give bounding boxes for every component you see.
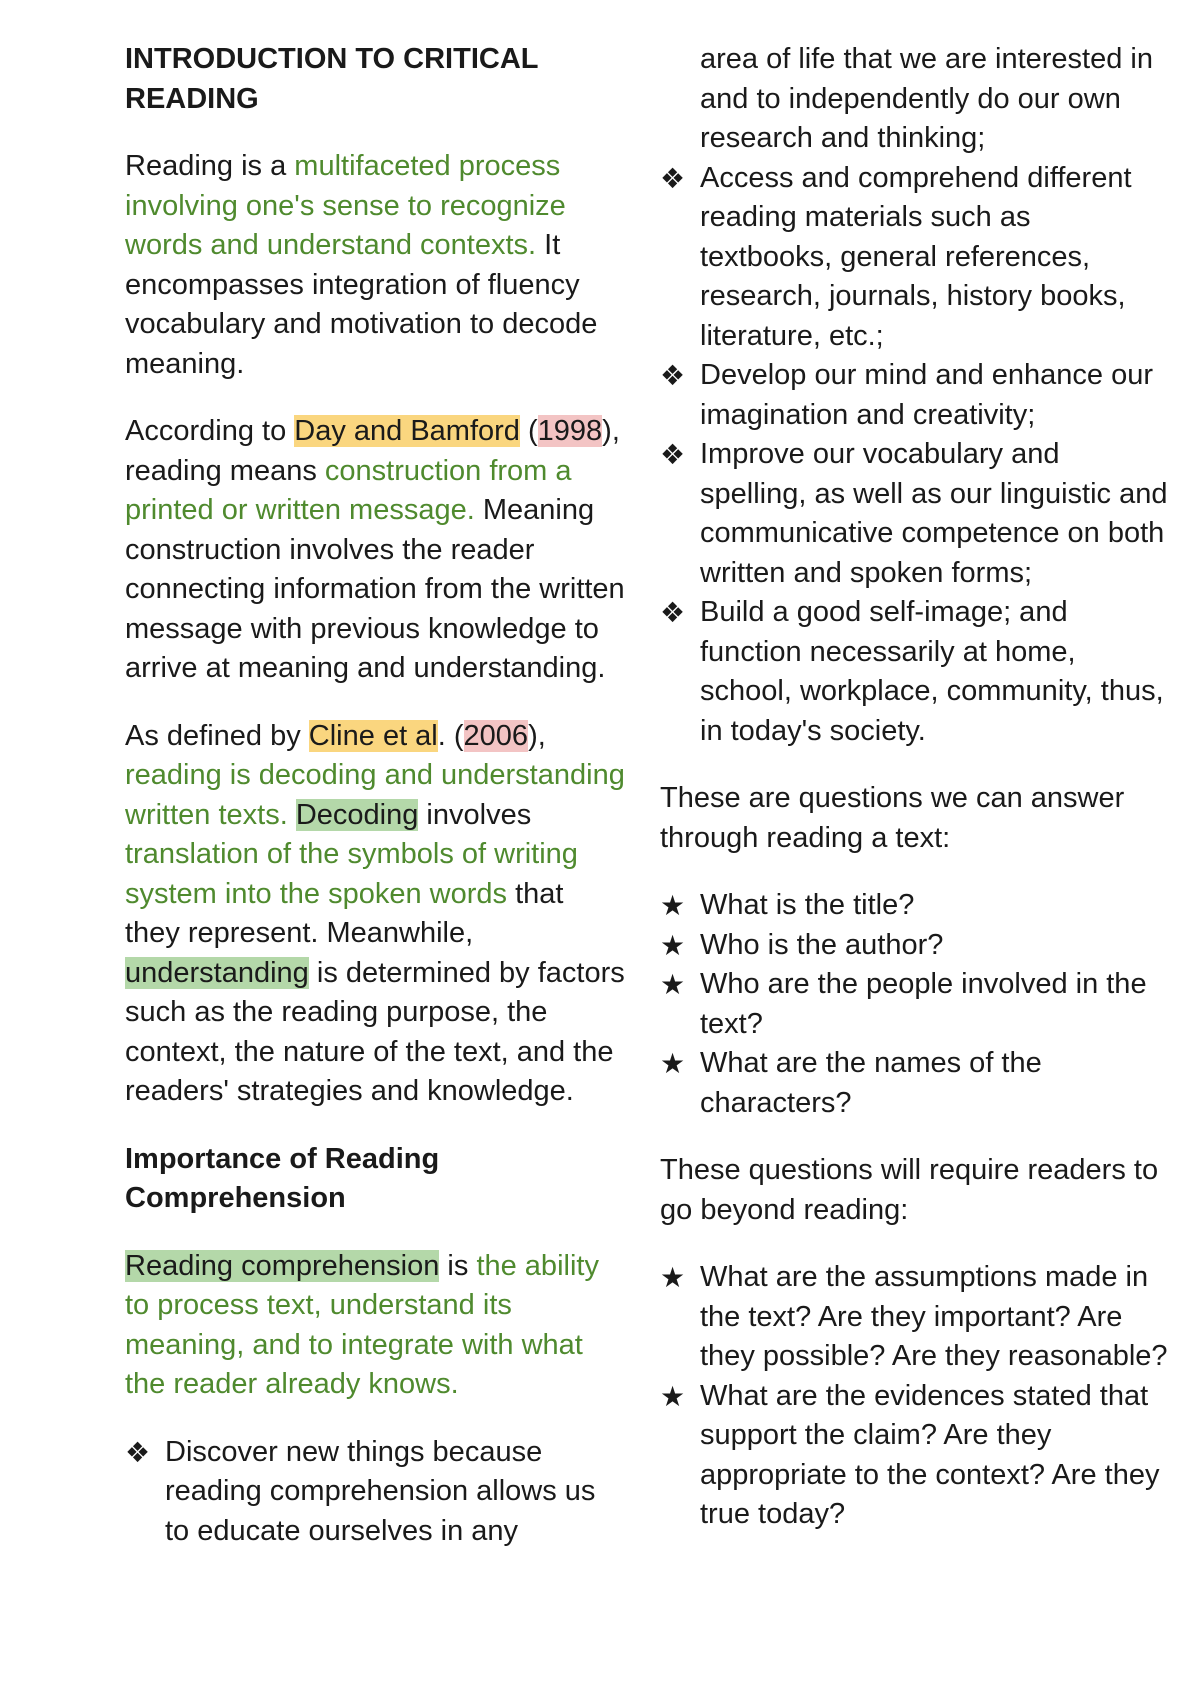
star-bullet-icon: ★ [660,1380,686,1412]
list-item [660,1044,1170,1123]
list-item-text: Who is the author? [700,928,944,961]
text: . ( [437,719,464,752]
list-item [660,159,1170,357]
term-highlight: understanding [125,956,309,989]
list-item-text: Develop our mind and enhance our imagination and creativity; [700,359,1154,431]
text [288,799,296,831]
diamond-bullet-icon: ❖ [660,162,686,194]
star-bullet-icon: ★ [660,929,686,961]
list-item [660,593,1170,751]
list-item-text: Build a good self-image; and function necessarily at home, school, workplace, community, thus, in today's society. [700,596,1164,747]
author-highlight: Day and Bamford [294,415,520,447]
text: ), reading means [125,415,620,487]
document-title: INTRODUCTION TO CRITICAL READING [125,43,538,115]
critical-questions-list [660,1258,1170,1535]
star-bullet-icon: ★ [660,969,686,1000]
list-item-text: Improve our vocabulary and spelling, as well as our linguistic and communicative competence on both written and spoken forms; [700,438,1168,589]
list-item-continuation: area of life that we are interested in and to independently do our own research and thinking; [700,43,1153,154]
list-item [660,1377,1170,1535]
paragraph-day-bamford [125,412,625,689]
list-item [660,435,1170,593]
paragraph-cline [125,717,625,1112]
importance-list [125,1433,625,1552]
right-column [660,40,1170,1535]
text: According to [125,415,295,447]
text: It encompasses integration of fluency vocabulary and motivation to decode meaning. [125,229,598,380]
text: Meaning construction involves the reader connecting information from the written message with previous knowledge to arrive at meaning and understanding. [125,494,625,684]
list-item [660,965,1170,1044]
author-highlight: Cline et al [308,719,438,752]
text: ( [519,415,538,447]
text: that they represent. Meanwhile, [125,877,564,949]
highlighted-definition: translation of the symbols of writing system into the spoken words [125,838,578,910]
diamond-bullet-icon: ❖ [660,597,686,628]
list-item-text: What are the evidences stated that support the claim? Are they appropriate to the context? Are they true today? [700,1379,1160,1530]
list-item-text: Discover new things because reading comprehension allows us to educate ourselves in any [165,1435,596,1547]
highlighted-definition: reading is decoding and understanding written texts. [125,759,625,831]
star-bullet-icon: ★ [660,1048,686,1079]
paragraph-reading-definition [125,147,625,384]
left-column [125,40,625,1551]
list-item [125,1433,625,1552]
text: As defined by [125,719,309,752]
basic-questions-list [660,886,1170,1123]
list-item-text: What are the names of the characters? [700,1047,1042,1119]
section-heading: Importance of Reading Comprehension [125,1142,440,1214]
diamond-bullet-icon: ❖ [125,1436,151,1468]
list-item [660,926,1170,966]
list-item-text: What is the title? [700,889,915,921]
highlighted-definition: construction from a printed or written message. [125,454,572,526]
diamond-bullet-icon: ❖ [660,439,686,470]
text: involves [418,798,532,831]
paragraph-comprehension-definition [125,1247,625,1405]
list-item [660,886,1170,926]
highlighted-definition: the ability to process text, understand its meaning, and to integrate with what the reader already knows. [125,1249,599,1400]
text: ), [528,719,546,752]
list-item-text: What are the assumptions made in the text? Are they important? Are they possible? Are they reasonable? [700,1261,1168,1372]
year-highlight: 1998 [537,415,603,447]
questions-intro: These questions will require readers to go beyond reading: [660,1154,1159,1226]
year-highlight: 2006 [463,719,529,752]
text: is determined by factors such as the reading purpose, the context, the nature of the text, and the readers' strategies and knowledge. [125,956,625,1107]
list-item [660,356,1170,435]
star-bullet-icon: ★ [660,890,686,921]
list-item-text: Access and comprehend different reading materials such as textbooks, general references, research, journals, history books, literature, etc.; [700,161,1132,352]
term-highlight: Decoding [295,798,419,831]
questions-intro: These are questions we can answer through reading a text: [660,782,1125,854]
term-highlight: Reading comprehension [125,1249,440,1282]
diamond-bullet-icon: ❖ [660,360,686,391]
importance-list-continued [660,159,1170,752]
text: Reading is a [125,150,295,182]
star-bullet-icon: ★ [660,1262,686,1293]
highlighted-definition: multifaceted process involving one's sense to recognize words and understand contexts. [125,150,566,261]
list-item [660,1258,1170,1377]
text: is [439,1249,477,1282]
list-item-text: Who are the people involved in the text? [700,968,1147,1040]
